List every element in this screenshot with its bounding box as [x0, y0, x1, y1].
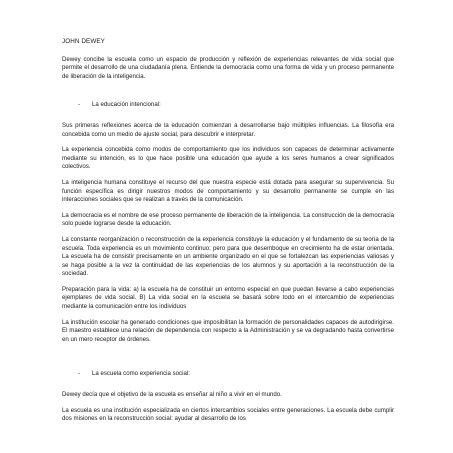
- paragraph: La experiencia concebida como modos de comportamiento que los individuos son capaces de determinar activamente mediante su intención, es lo que hace posible una educación que ayude a los seres humanos a crear significados colectivos.: [62, 146, 394, 171]
- document-title: JOHN DEWEY: [62, 38, 105, 45]
- document-page: [62, 38, 394, 431]
- bullet-dash: -: [78, 370, 81, 378]
- section-heading-escuela-experiencia-social: [78, 370, 394, 379]
- paragraph: La institución escolar ha generado condiciones que imposibilitan la formación de personalidades capaces de autodirigirse. El maestro establece una relación de dependencia con respecto a la Administración y se va degradando hasta convertirse en un mero receptor de órdenes.: [62, 318, 394, 343]
- paragraph: Sus primeras reflexiones acerca de la educación comienzan a desarrollarse bajo múltiples influencias. La filosofía era concebida como un medio de ajuste social, para descubrir e interpretar.: [62, 121, 394, 138]
- paragraph: Preparación para la vida: a) la escuela ha de constituir un entorno especial en que puedan llevarse a cabo experiencias ejemplares de vida social. B) La vida social en la escuela se basará sobre todo en el intercambio de experiencias mediante la comunicación entre los individuos: [62, 285, 394, 311]
- paragraph: La democracia es el nombre de ese proceso permanente de liberación de la inteligencia. La construcción de la democracia solo puede lograrse desde la educación.: [62, 211, 394, 228]
- paragraph: La inteligencia humana constituye el recurso del que nuestra especie está dotada para asegurar su supervivencia. Su función específica es dirigir nuestros modos de comportamiento y su desarrollo permanente se cumple en las interacciones sociales que se realizan a través de la comunicación.: [62, 178, 394, 204]
- paragraph: La constante reorganización o reconstrucción de la experiencia constituye la educación y el fundamento de su teoría de la escuela. Toda experiencia es un movimiento continuo; pero para que desemboque en crecimiento ha de estar orientada. La escuela ha de consistir precisamente en un ambiente organizado en el que se fortalezcan las experiencias valiosas y se haga posible a la vez la continuidad de las experiencias de los alumnos y su aportación a la reconstrucción de la sociedad.: [62, 235, 394, 278]
- paragraph: Dewey decía que el objetivo de la escuela es enseñar al niño a vivir en el mundo.: [62, 391, 282, 399]
- section-heading-label: La educación intencional:: [92, 101, 161, 109]
- paragraph: La escuela es una institución especializada en ciertos intercambios sociales entre generaciones. La escuela debe cumplir dos misiones en la reconstrucción social: ayudar al desarrollo de los: [62, 406, 394, 423]
- section-heading-label: La escuela como experiencia social:: [92, 370, 190, 378]
- section-heading-educacion-intencional: [78, 101, 394, 110]
- bullet-dash: -: [78, 101, 81, 109]
- intro-paragraph: Dewey concibe la escuela como un espacio de producción y reflexión de experiencias relevantes de vida social que permite el desarrollo de una ciudadanía plena. Entiende la democracia como una forma de vida y un proceso permanente de liberación de la inteligencia.: [62, 55, 394, 80]
